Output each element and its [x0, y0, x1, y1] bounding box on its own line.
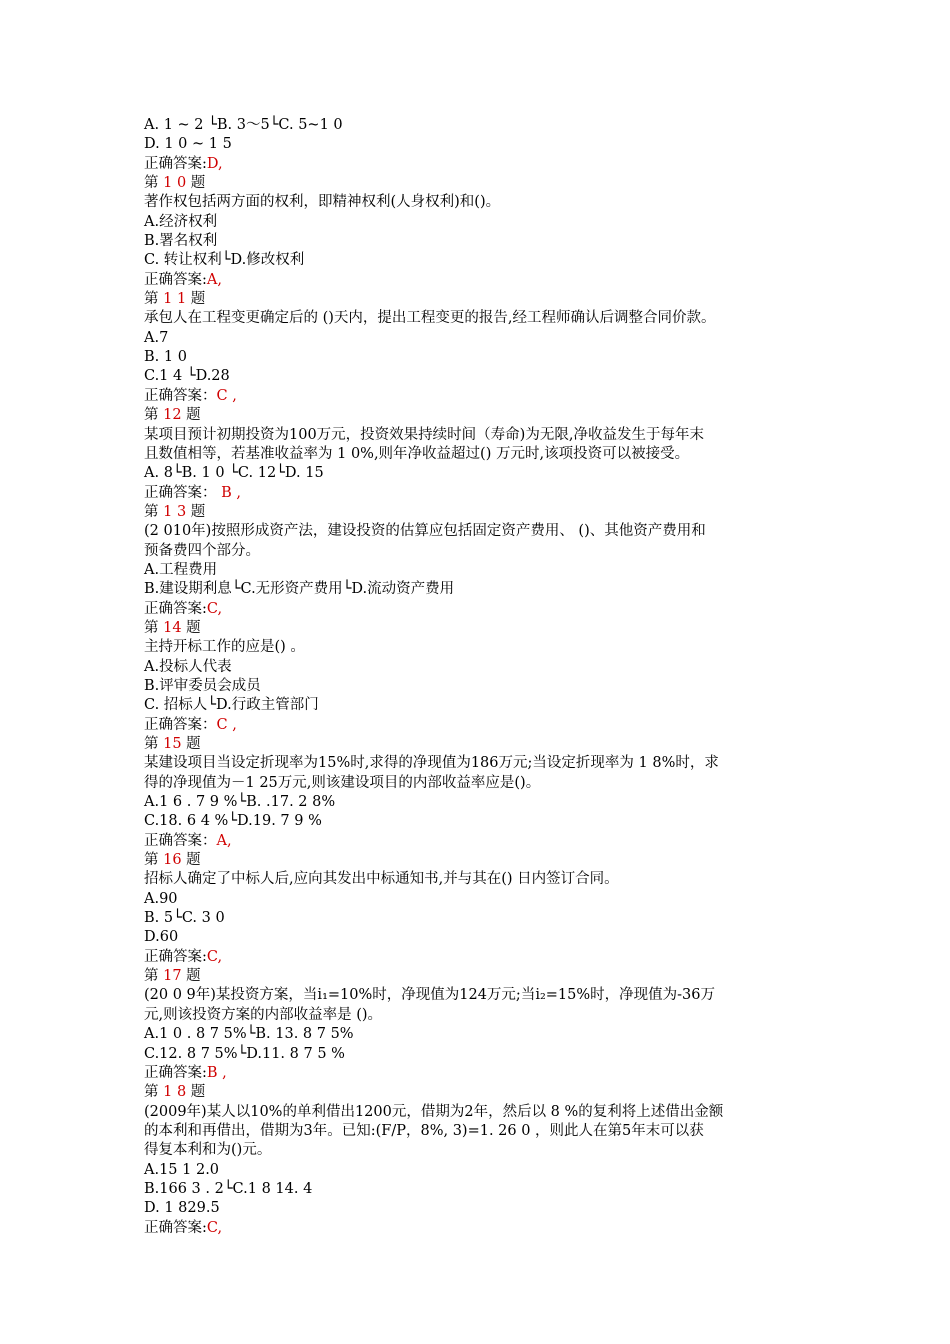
text-line: 招标人确定了中标人后,应向其发出中标通知书,并与其在() 日内签订合同。 — [144, 871, 619, 888]
text-line: A. 1 ~ 2 └B. 3～5└C. 5~1 0 — [144, 117, 343, 133]
question-header-suffix: 题 — [186, 291, 206, 308]
question-header-prefix: 第 — [144, 175, 164, 192]
text-line: A.1 6 . 7 9 %└B. .17. 2 8% — [144, 794, 336, 811]
question-header-suffix: 题 — [181, 407, 201, 424]
question-header — [144, 290, 814, 309]
answer-label: 正确答案: — [144, 155, 207, 172]
text-line: 承包人在工程变更确定后的 ()天内，提出工程变更的报告,经工程师确认后调整合同价款。 — [144, 310, 716, 327]
answer-line — [144, 484, 814, 503]
answer-label: 正确答案: — [144, 600, 207, 617]
text-line: B. 1 0 — [144, 349, 187, 366]
text-line: A.1 0 . 8 7 5%└B. 13. 8 7 5% — [144, 1026, 354, 1043]
answer-label: 正确答案: — [144, 271, 207, 288]
question-number: 1 1 — [163, 291, 187, 308]
question-header-prefix: 第 — [144, 407, 164, 424]
answer-value: C, — [206, 600, 223, 617]
question-header — [144, 1083, 814, 1102]
question-number: 16 — [163, 852, 182, 869]
text-line: B.署名权利 — [144, 233, 218, 250]
text-line: B. 5└C. 3 0 — [144, 910, 225, 927]
answer-label: 正确答案: — [144, 1219, 207, 1236]
answer-line — [144, 271, 814, 290]
question-header-prefix: 第 — [144, 852, 164, 869]
question-header — [144, 735, 814, 754]
text-line: A.15 1 2.0 — [144, 1161, 220, 1178]
question-number: 17 — [163, 968, 182, 985]
question-header-prefix: 第 — [144, 968, 164, 985]
text-line: 某建设项目当设定折现率为15%时,求得的净现值为186万元;当设定折现率为 1 8%时，求 — [144, 755, 719, 772]
text-line: C.18. 6 4 %└D.19. 7 9 % — [144, 813, 322, 830]
question-number: 1 3 — [163, 503, 187, 520]
question-number: 1 0 — [163, 175, 187, 192]
text-line: D. 1 0 ~ 1 5 — [144, 136, 232, 153]
text-line: (2 010年)按照形成资产法，建设投资的估算应包括固定资产费用、 ()、其他资产费用和 — [144, 523, 706, 540]
answer-line — [144, 948, 814, 967]
question-header — [144, 851, 814, 870]
text-line: C. 转让权利└D.修改权利 — [144, 252, 305, 269]
text-line: 得的净现值为－1 25万元,则该建设项目的内部收益率应是()。 — [144, 774, 541, 791]
answer-label: 正确答案: — [144, 1064, 207, 1081]
text-line: (2009年)某人以10%的单利借出1200元，借期为2年，然后以 8 %的复利将上述借出金额 — [144, 1103, 724, 1120]
text-line: A. 8└B. 1 0 └C. 12└D. 15 — [144, 465, 324, 482]
answer-value: C , — [216, 716, 237, 733]
text-line: 元,则该投资方案的内部收益率是 ()。 — [144, 1006, 383, 1023]
answer-line — [144, 716, 814, 735]
question-header-prefix: 第 — [144, 1084, 164, 1101]
answer-value: A, — [206, 271, 222, 288]
answer-value: A, — [216, 832, 232, 849]
text-line: 得复本利和为()元。 — [144, 1142, 272, 1159]
question-header — [144, 174, 814, 193]
answer-value: C, — [206, 1219, 223, 1236]
text-line: D. 1 829.5 — [144, 1200, 220, 1217]
question-header — [144, 503, 814, 522]
question-header-suffix: 题 — [181, 619, 201, 636]
text-line: 主持开标工作的应是() 。 — [144, 639, 305, 656]
question-header — [144, 967, 814, 986]
question-header-suffix: 题 — [186, 175, 206, 192]
question-header — [144, 406, 814, 425]
question-header-suffix: 题 — [186, 503, 206, 520]
text-line: 预备费四个部分。 — [144, 542, 260, 559]
answer-label: 正确答案: — [144, 948, 207, 965]
text-line: A.投标人代表 — [144, 658, 232, 675]
question-header-prefix: 第 — [144, 736, 164, 752]
answer-value: C, — [206, 948, 223, 965]
question-header-prefix: 第 — [144, 503, 164, 520]
answer-value: B , — [206, 1064, 227, 1081]
answer-label: 正确答案： — [144, 716, 217, 733]
question-number: 12 — [163, 407, 182, 424]
answer-value: C , — [216, 387, 237, 404]
answer-line — [144, 832, 814, 851]
question-header-suffix: 题 — [181, 736, 201, 752]
question-header — [144, 619, 814, 638]
answer-line — [144, 600, 814, 619]
answer-value: B , — [221, 484, 241, 501]
question-header-prefix: 第 — [144, 619, 164, 636]
text-line: A.90 — [144, 890, 178, 907]
question-header-prefix: 第 — [144, 291, 164, 308]
question-header-suffix: 题 — [181, 852, 201, 869]
answer-line — [144, 1219, 814, 1238]
text-line: C.1 4 └D.28 — [144, 368, 230, 385]
text-line: B.166 3 . 2└C.1 8 14. 4 — [144, 1180, 313, 1197]
question-header-suffix: 题 — [181, 968, 201, 985]
text-line: C.12. 8 7 5%└D.11. 8 7 5 % — [144, 1045, 345, 1062]
text-line: 著作权包括两方面的权利，即精神权利(人身权利)和()。 — [144, 194, 501, 211]
text-line: 的本利和再借出，借期为3年。已知:(F/P，8%, 3)=1. 26 0 ，则此人在第5年末可以获 — [144, 1122, 704, 1139]
text-line: A.工程费用 — [144, 561, 218, 578]
question-document — [144, 116, 814, 1238]
answer-line — [144, 1064, 814, 1083]
answer-value: D, — [206, 155, 223, 172]
text-line: B.评审委员会成员 — [144, 677, 261, 694]
answer-line — [144, 155, 814, 174]
answer-line — [144, 387, 814, 406]
answer-label: 正确答案： — [144, 832, 217, 849]
text-line: 某项目预计初期投资为100万元，投资效果持续时间（寿命)为无限,净收益发生于每年末 — [144, 426, 704, 443]
question-number: 1 8 — [163, 1084, 187, 1101]
text-line: A.经济权利 — [144, 213, 218, 230]
question-number: 14 — [163, 619, 182, 636]
text-line: (20 0 9年)某投资方案，当i₁=10%时，净现值为124万元;当i₂=15%时，净现值为-36万 — [144, 987, 715, 1004]
text-line: C. 招标人└D.行政主管部门 — [144, 697, 319, 714]
question-header-suffix: 题 — [186, 1084, 206, 1101]
text-line: A.7 — [144, 329, 169, 346]
answer-label: 正确答案： — [144, 387, 217, 404]
question-number: 15 — [163, 736, 182, 752]
text-line: B.建设期利息└C.无形资产费用└D.流动资产费用 — [144, 581, 455, 598]
text-line: 且数值相等，若基准收益率为 1 0%,则年净收益超过() 万元时,该项投资可以被接受。 — [144, 445, 690, 462]
answer-label: 正确答案： — [144, 484, 222, 501]
text-line: D.60 — [144, 929, 179, 946]
